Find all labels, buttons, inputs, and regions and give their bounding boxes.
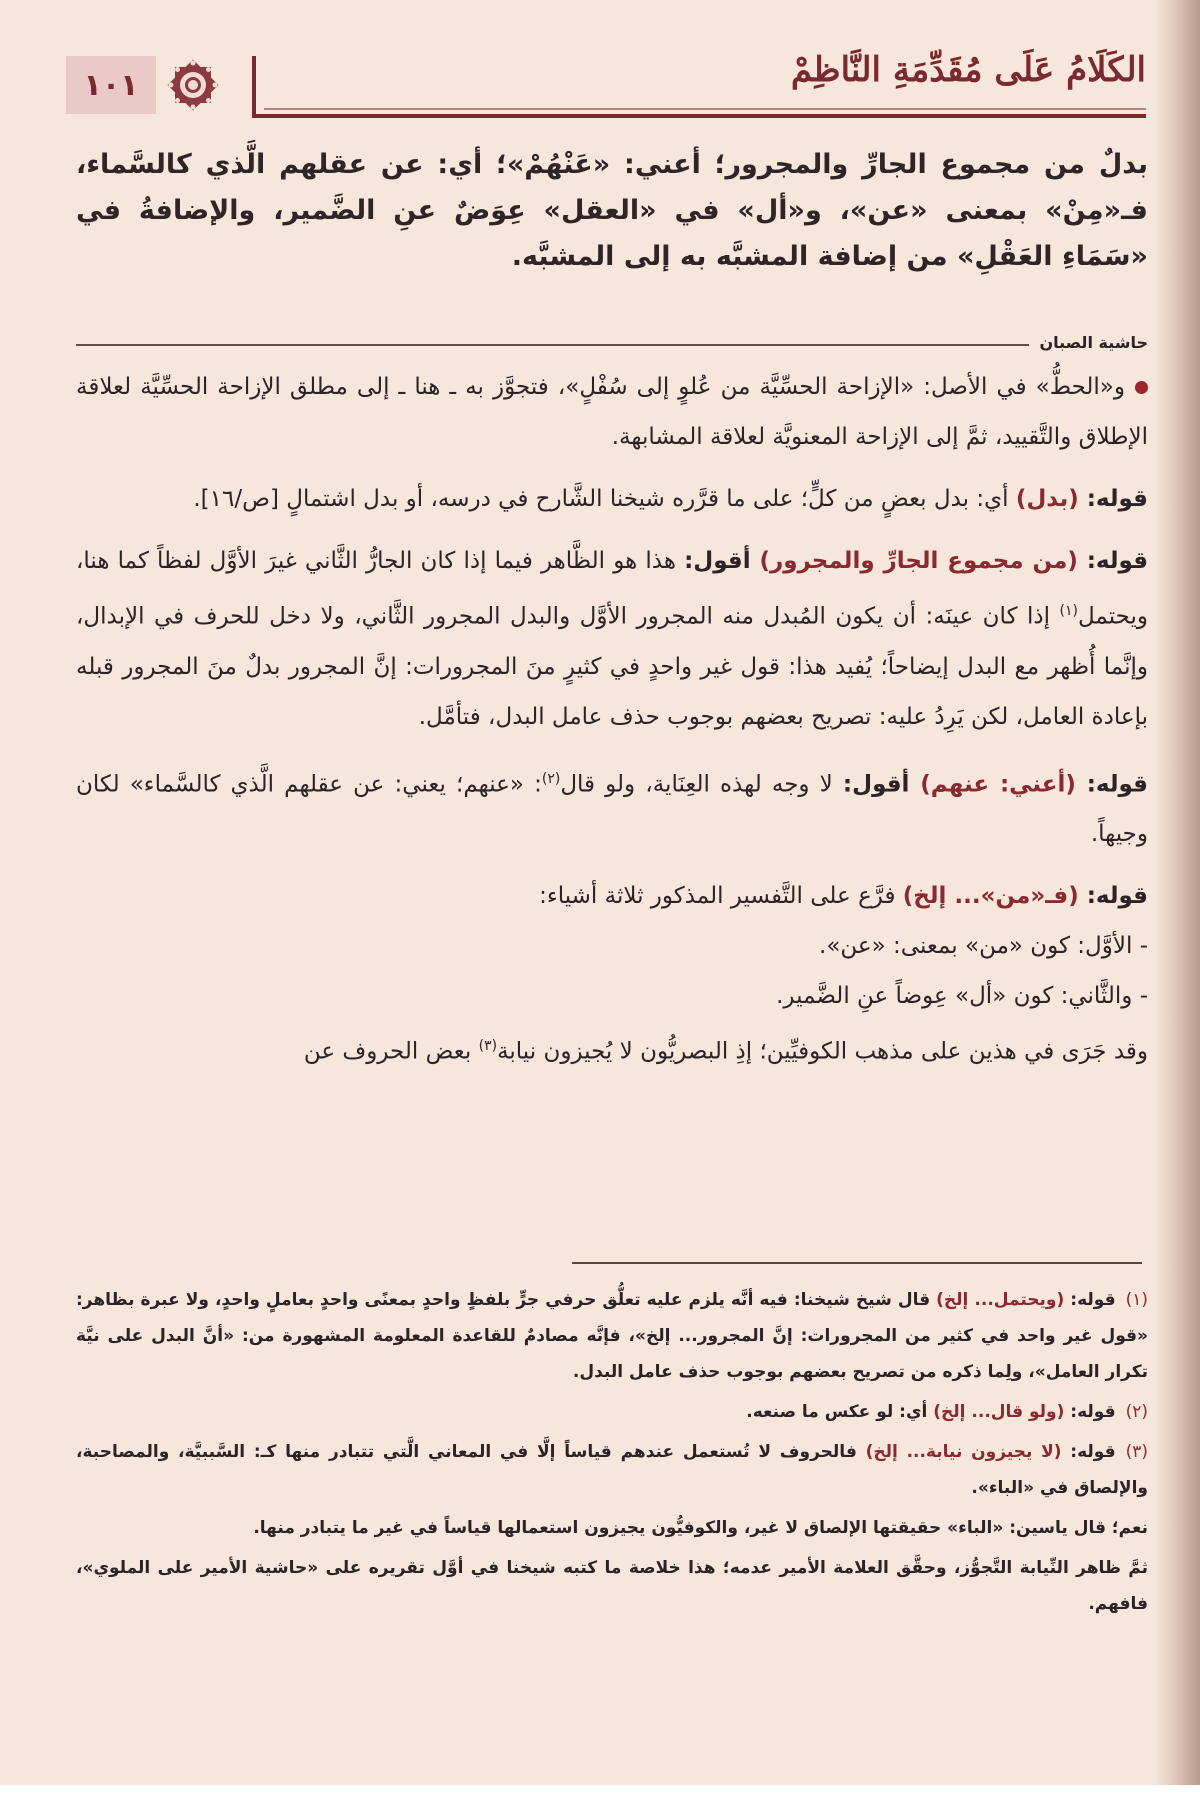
quoted-lemma: (بدل) xyxy=(1015,486,1079,512)
quoted-lemma: (لا يجيزون نيابة... إلخ) xyxy=(865,1442,1062,1462)
commentary xyxy=(76,362,1148,1089)
commentary-paragraph: و«الحطُّ» في الأصل: «الإزاحة الحسِّيَّة من عُلوٍ إلى سُفْلٍ»، فتجوَّز به ـ هنا ـ إلى مطلق الإزاحة الحسِّيَّة لعلاقة الإطلاق والتَّقييد، ثمَّ إلى الإزاحة المعنويَّة لعلاقة المشابهة. xyxy=(76,374,1148,450)
footnote-continuation: ثمَّ ظاهر النِّيابة التَّجوُّز، وحقَّق العلامة الأمير عدمه؛ هذا خلاصة ما كتبه شيخنا في أوَّل تقريره على «حاشية الأمير على الملوي»، فافهم. xyxy=(76,1558,1148,1614)
footnote: (٢)قوله: (ولو قال... إلخ) أي: لو عكس ما صنعه. xyxy=(746,1402,1148,1422)
quoted-lemma: (أعني: عنهم) xyxy=(920,771,1076,798)
hashiyah-divider xyxy=(76,344,1029,346)
running-title: الكَلَامُ عَلَى مُقَدِّمَةِ النَّاظِمْ xyxy=(790,50,1146,90)
list-item: - والثَّاني: كون «أل» عِوضاً عنِ الضَّمير. xyxy=(776,983,1148,1010)
footnote-number: (٢) xyxy=(1125,1402,1148,1422)
matn-text: بدلٌ من مجموع الجارِّ والمجرور؛ أعني: «عَنْهُمْ»؛ أي: عن عقلهم الَّذي كالسَّماء، فـ«مِنْ» بمعنى «عن»، و«أل» في «العقل» عِوَضٌ عنِ الضَّمير، والإضافةُ في «سَمَاءِ العَقْلِ» من إضافة المشبَّه به إلى المشبَّه. xyxy=(76,149,1148,272)
footnotes xyxy=(76,1282,1148,1626)
footnote-ref[interactable]: (١) xyxy=(1059,603,1078,619)
commentary-paragraph: وقد جَرَى في هذين على مذهب الكوفيِّين؛ إذِ البصريُّون لا يُجيزون نيابة$^{(٣)}$ بعض الحروف عن xyxy=(303,1038,1148,1065)
quoted-lemma: (من مجموع الجارِّ والمجرور) xyxy=(759,548,1078,574)
list-item: - الأوَّل: كون «من» بمعنى: «عن». xyxy=(819,933,1148,960)
commentary-paragraph: قوله: (بدل) أي: بدل بعضٍ من كلٍّ؛ على ما قرَّره شيخنا الشَّارح في درسه، أو بدل اشتمالٍ [ص/١٦]. xyxy=(193,486,1148,512)
footnote-ref[interactable]: (٢) xyxy=(541,770,561,787)
footnote: (١)قوله: (ويحتمل... إلخ) قال شيخ شيخنا: فيه أنَّه يلزم عليه تعلُّق حرفي جرٍّ بلفظٍ واحدٍ بمعنًى واحدٍ بعاملٍ واحدٍ، ولا عبرة بظاهر: «قول غير واحد في كثير من المجرورات: إنَّ المجرور... إلخ»، فإنَّه مصادمٌ للقاعدة المعلومة المشهورة من: «أنَّ البدل على نيَّة تكرار العامل»، ولِما ذكره من تصريح بعضهم بوجوب حذف عامل البدل. xyxy=(76,1290,1148,1382)
commentary-paragraph: قوله: (من مجموع الجارِّ والمجرور) أقول: هذا هو الظَّاهر فيما إذا كان الجارُّ الثَّاني غيرَ الأوَّل لفظاً كما هنا، ويحتمل$^{(١)}$ إذا كان عينَه: أن يكون المُبدل منه المجرور الأوَّل والبدل المجرور الثَّاني، ولا دخل للحرف في الإبدال، وإنَّما أُظهر مع البدل إيضاحاً؛ يُفيد هذا: قول غير واحدٍ في كثيرٍ منَ المجرورات: إنَّ المجرور بدلٌ منَ المجرور قبله بإعادة العامل، لكن يَرِدُ عليه: تصريح بعضهم بوجوب حذف عامل البدل، فتأمَّل. xyxy=(76,548,1148,730)
hashiyah-label-text: حاشية الصبان xyxy=(1039,333,1148,352)
commentary-paragraph: قوله: (فـ«من»... إلخ) فرَّع على التَّفسير المذكور ثلاثة أشياء: xyxy=(539,883,1148,910)
footnote: (٣)قوله: (لا يجيزون نيابة... إلخ) فالحروف لا تُستعمل عندهم قياساً إلَّا في المعاني الَّتي تتبادر منها كـ: السَّببيَّة، والمصاحبة، والإلصاق في «الباء». xyxy=(76,1442,1149,1498)
footnote-divider xyxy=(572,1262,1142,1264)
bullet-icon xyxy=(1135,381,1148,394)
commentary-paragraph: قوله: (أعني: عنهم) أقول: لا وجه لهذه العِنَاية، ولو قال$^{(٢)}$: «عنهم؛ يعني: عن عقلهم الَّذي كالسَّماء» لكان وجيهاً. xyxy=(76,770,1148,848)
footnote-ref[interactable]: (٣) xyxy=(478,1038,498,1055)
page-number: ١٠١ xyxy=(66,56,156,114)
quoted-lemma: (فـ«من»... إلخ) xyxy=(902,883,1079,910)
quoted-lemma: (ويحتمل... إلخ) xyxy=(936,1290,1065,1310)
footnote-continuation: نعم؛ قال ياسين: «الباء» حقيقتها الإلصاق لا غير، والكوفيُّون يجيزون استعمالها قياساً في غير ما يتبادر منها. xyxy=(253,1518,1148,1538)
footnote-number: (٣) xyxy=(1125,1442,1149,1462)
quoted-lemma: (ولو قال... إلخ) xyxy=(933,1402,1065,1422)
page-edge-shadow xyxy=(1154,0,1200,1785)
page-header xyxy=(66,46,1146,122)
eight-point-star-ornament-icon xyxy=(162,54,224,116)
footnote-number: (١) xyxy=(1125,1290,1148,1310)
hashiyah-section-label xyxy=(76,322,1148,352)
